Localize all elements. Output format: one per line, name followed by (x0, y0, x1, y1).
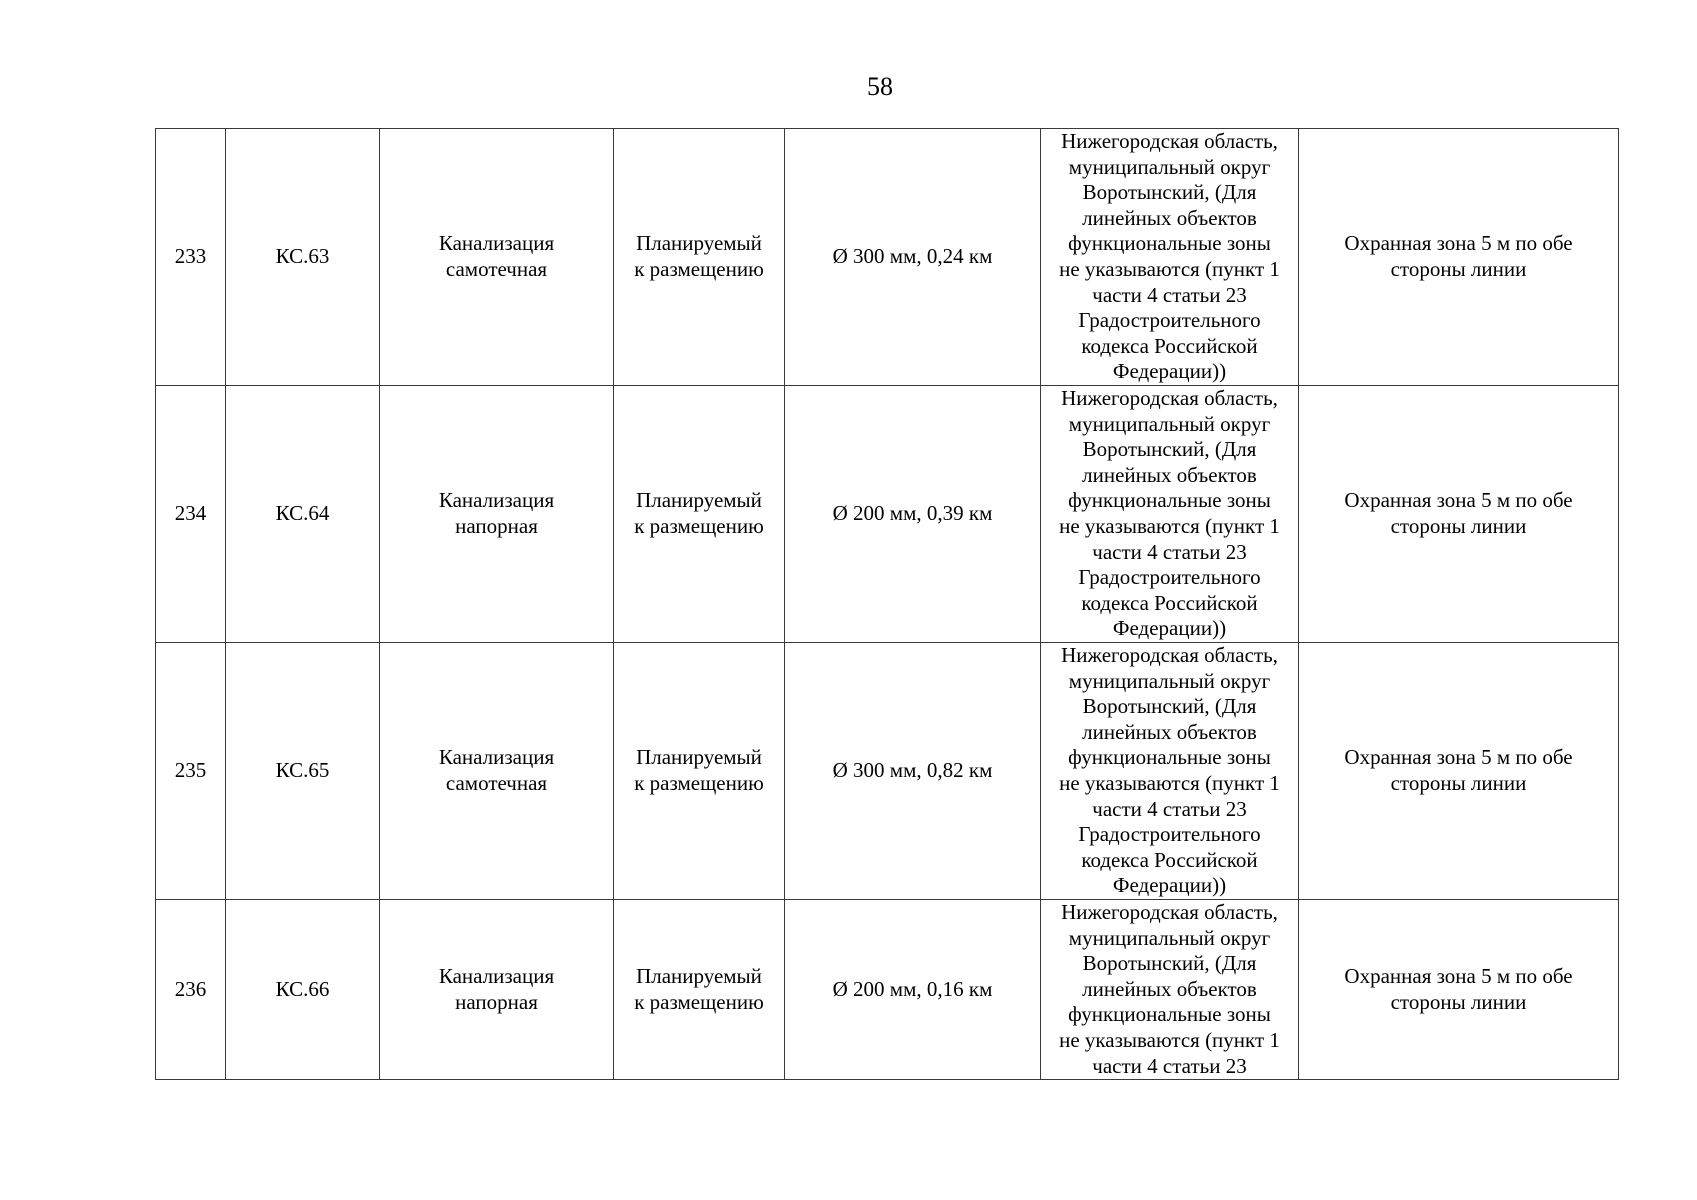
object-code: КС.63 (226, 129, 380, 386)
location-line: части 4 статьи 23 (1092, 1053, 1247, 1078)
location-line: Федерации)) (1112, 873, 1227, 898)
location-line: части 4 статьи 23 (1092, 282, 1247, 307)
location-line: функциональные зоны (1068, 488, 1271, 513)
location-line: Градостроительного (1078, 565, 1261, 590)
protection-zone (1299, 386, 1619, 643)
objects-table (155, 128, 1619, 1080)
object-status-line: Планируемый (636, 488, 762, 513)
object-location (1041, 386, 1299, 643)
location-line: не указываются (пункт 1 (1059, 770, 1280, 795)
protection-zone-line: Охранная зона 5 м по обе (1344, 488, 1573, 513)
object-status (614, 129, 785, 386)
table-row (156, 129, 1619, 386)
location-line: линейных объектов (1082, 205, 1257, 230)
object-location (1041, 129, 1299, 386)
object-name-line: напорная (455, 514, 538, 538)
row-number: 233 (156, 129, 226, 386)
object-name-line: Канализация (438, 231, 555, 256)
location-line: не указываются (пункт 1 (1059, 513, 1280, 538)
object-code: КС.65 (226, 643, 380, 900)
table-row (156, 386, 1619, 643)
location-line: Воротынский, (Для (1082, 437, 1257, 462)
object-name (380, 900, 614, 1080)
protection-zone-line: стороны линии (1390, 771, 1527, 795)
location-line: Воротынский, (Для (1082, 951, 1257, 976)
object-parameters: Ø 300 мм, 0,24 км (785, 129, 1041, 386)
object-name (380, 386, 614, 643)
location-line: муниципальный округ (1068, 668, 1271, 693)
location-line: не указываются (пункт 1 (1059, 1027, 1280, 1052)
location-line: не указываются (пункт 1 (1059, 256, 1280, 281)
object-name-line: напорная (455, 989, 538, 1014)
object-status (614, 900, 785, 1080)
object-status-line: к размещению (634, 989, 764, 1014)
location-line: кодекса Российской (1081, 847, 1258, 872)
object-code: КС.66 (226, 900, 380, 1080)
protection-zone (1299, 129, 1619, 386)
location-line: муниципальный округ (1068, 925, 1271, 950)
object-status-line: Планируемый (636, 963, 762, 988)
row-number: 234 (156, 386, 226, 643)
object-parameters: Ø 200 мм, 0,39 км (785, 386, 1041, 643)
location-line: муниципальный округ (1068, 154, 1271, 179)
protection-zone (1299, 900, 1619, 1080)
location-line: части 4 статьи 23 (1092, 796, 1247, 821)
object-status (614, 386, 785, 643)
object-status-line: к размещению (634, 771, 764, 795)
table-row (156, 900, 1619, 1080)
location-line: части 4 статьи 23 (1092, 539, 1247, 564)
object-name (380, 643, 614, 900)
table-body (156, 129, 1619, 1080)
table-row (156, 643, 1619, 900)
object-name-line: Канализация (438, 745, 555, 770)
protection-zone-line: стороны линии (1390, 257, 1527, 281)
location-line: линейных объектов (1082, 719, 1257, 744)
location-line: Федерации)) (1112, 616, 1227, 641)
location-line: функциональные зоны (1068, 745, 1271, 770)
object-status-line: Планируемый (636, 231, 762, 256)
object-parameters: Ø 300 мм, 0,82 км (785, 643, 1041, 900)
location-line: муниципальный округ (1068, 411, 1271, 436)
page-number: 58 (867, 72, 893, 101)
location-line: линейных объектов (1082, 462, 1257, 487)
object-status-line: к размещению (634, 257, 764, 281)
row-number: 235 (156, 643, 226, 900)
protection-zone-line: Охранная зона 5 м по обе (1344, 231, 1573, 256)
protection-zone-line: Охранная зона 5 м по обе (1344, 745, 1573, 770)
object-location (1041, 643, 1299, 900)
row-number: 236 (156, 900, 226, 1080)
location-line: Воротынский, (Для (1082, 694, 1257, 719)
location-line: функциональные зоны (1068, 1002, 1271, 1027)
object-name (380, 129, 614, 386)
location-line: Федерации)) (1112, 359, 1227, 384)
object-status-line: Планируемый (636, 745, 762, 770)
location-line: функциональные зоны (1068, 231, 1271, 256)
location-line: Нижегородская область, (1061, 643, 1278, 667)
protection-zone-line: стороны линии (1390, 989, 1527, 1014)
protection-zone-line: Охранная зона 5 м по обе (1344, 963, 1573, 988)
location-line: Нижегородская область, (1061, 129, 1278, 153)
location-line: кодекса Российской (1081, 333, 1258, 358)
object-name-line: самотечная (445, 257, 548, 281)
object-location (1041, 900, 1299, 1080)
object-code: КС.64 (226, 386, 380, 643)
object-name-line: самотечная (445, 771, 548, 795)
object-status-line: к размещению (634, 514, 764, 538)
protection-zone-line: стороны линии (1390, 514, 1527, 538)
object-parameters: Ø 200 мм, 0,16 км (785, 900, 1041, 1080)
object-name-line: Канализация (438, 963, 555, 988)
location-line: Воротынский, (Для (1082, 180, 1257, 205)
location-line: Градостроительного (1078, 308, 1261, 333)
location-line: кодекса Российской (1081, 590, 1258, 615)
location-line: Градостроительного (1078, 822, 1261, 847)
object-name-line: Канализация (438, 488, 555, 513)
object-status (614, 643, 785, 900)
location-line: линейных объектов (1082, 976, 1257, 1001)
location-line: Нижегородская область, (1061, 900, 1278, 924)
protection-zone (1299, 643, 1619, 900)
location-line: Нижегородская область, (1061, 386, 1278, 410)
